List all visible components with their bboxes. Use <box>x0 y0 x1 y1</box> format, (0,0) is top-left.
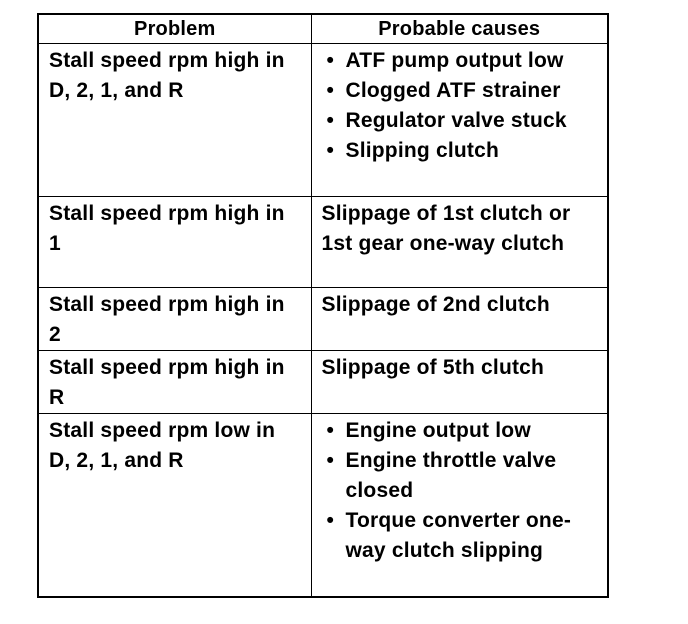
table-row <box>38 197 608 288</box>
table-row <box>38 288 608 351</box>
problem-cell: Stall speed rpm high in D, 2, 1, and R <box>38 44 311 197</box>
bullet-icon: • <box>326 449 335 472</box>
causes-cell <box>311 44 608 197</box>
cause-item: • Engine output low <box>324 416 600 446</box>
bullet-icon: • <box>326 109 335 132</box>
bullet-icon: • <box>326 509 335 532</box>
problem-cell: Stall speed rpm high in 2 <box>38 288 311 351</box>
cause-item: • Clogged ATF strainer <box>324 76 600 106</box>
cause-item: • Torque converter one-way clutch slipping <box>324 506 600 566</box>
table-row <box>38 351 608 414</box>
cause-item: • Regulator valve stuck <box>324 106 600 136</box>
causes-cell: Slippage of 1st clutch or 1st gear one-way clutch <box>311 197 608 288</box>
stall-speed-diagnosis-table <box>37 13 609 598</box>
cause-list <box>324 416 600 566</box>
bullet-icon: • <box>326 139 335 162</box>
problem-cell: Stall speed rpm low in D, 2, 1, and R <box>38 414 311 598</box>
problem-cell: Stall speed rpm high in R <box>38 351 311 414</box>
bullet-icon: • <box>326 79 335 102</box>
causes-cell: Slippage of 5th clutch <box>311 351 608 414</box>
table-row <box>38 44 608 197</box>
bullet-icon: • <box>326 49 335 72</box>
bullet-icon: • <box>326 419 335 442</box>
cause-item: • Slipping clutch <box>324 136 600 166</box>
problem-cell: Stall speed rpm high in 1 <box>38 197 311 288</box>
causes-cell <box>311 414 608 598</box>
causes-cell: Slippage of 2nd clutch <box>311 288 608 351</box>
table-header-row <box>38 14 608 44</box>
cause-item: • Engine throttle valve closed <box>324 446 600 506</box>
header-problem: Problem <box>38 14 311 44</box>
table-row <box>38 414 608 598</box>
cause-item: • ATF pump output low <box>324 46 600 76</box>
header-probable-causes: Probable causes <box>311 14 608 44</box>
cause-list <box>324 46 600 166</box>
